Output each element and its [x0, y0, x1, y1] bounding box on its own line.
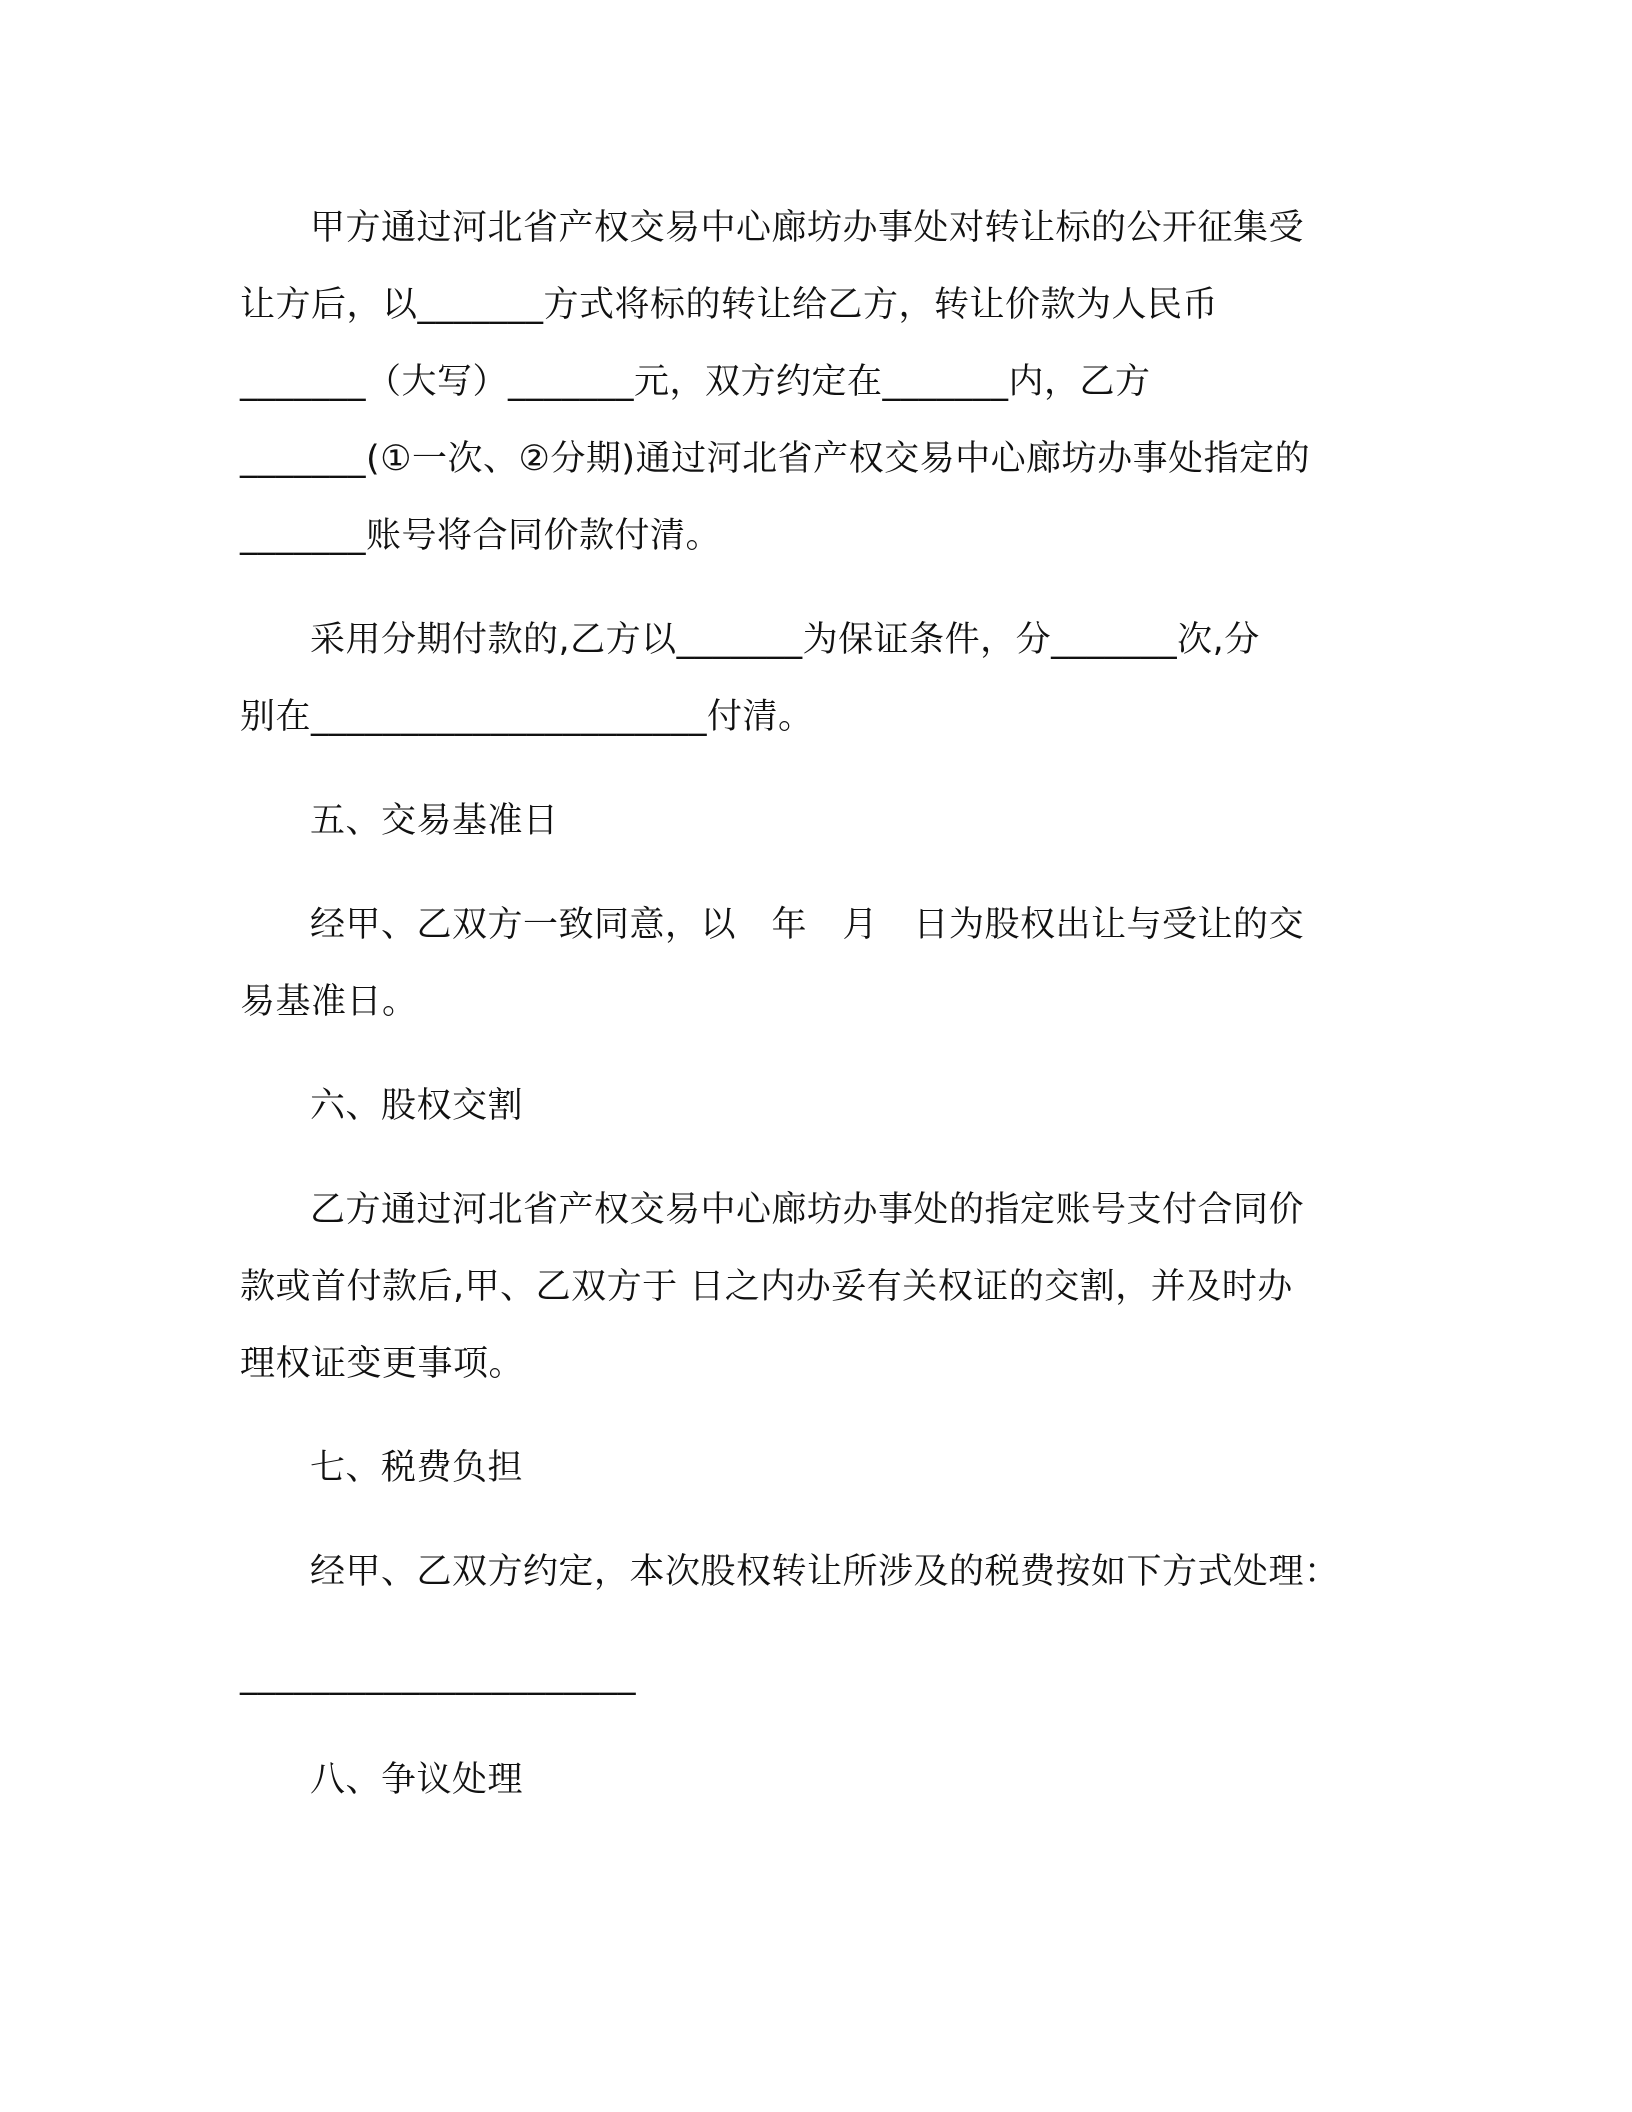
text-line: 让方后，以_______方式将标的转让给乙方，转让价款为人民币: [240, 285, 1219, 325]
heading-text: 六、股权交割: [310, 1086, 524, 1126]
text-line: _______(①一次、②分期)通过河北省产权交易中心廊坊办事处指定的: [240, 439, 1311, 479]
text-line: 理权证变更事项。: [240, 1344, 525, 1384]
text-line: 款或首付款后,甲、乙双方于 日之内办妥有关权证的交割，并及时办: [240, 1267, 1293, 1307]
section-heading-8: [240, 1742, 1390, 1819]
text-line: _______（大写）_______元，双方约定在_______内，乙方: [240, 362, 1151, 402]
fill-in-blank: ______________________: [240, 1656, 636, 1696]
text-line: 采用分期付款的,乙方以_______为保证条件，分_______次,分: [310, 620, 1260, 660]
blank-line-section-7: [240, 1638, 1390, 1715]
contract-text: [240, 190, 1390, 1846]
text-line: 易基准日。: [240, 982, 418, 1022]
paragraph-section-7: [240, 1534, 1390, 1611]
text-line: 甲方通过河北省产权交易中心廊坊办事处对转让标的公开征集受: [310, 208, 1305, 248]
text-line: 经甲、乙双方约定，本次股权转让所涉及的税费按如下方式处理：: [310, 1552, 1340, 1592]
paragraph-section-6: [240, 1172, 1390, 1403]
paragraph-installment: [240, 602, 1390, 756]
section-heading-6: [240, 1068, 1390, 1145]
text-line: 乙方通过河北省产权交易中心廊坊办事处的指定账号支付合同价: [310, 1190, 1305, 1230]
text-line: 经甲、乙双方一致同意，以 年 月 日为股权出让与受让的交: [310, 905, 1305, 945]
text-line: _______账号将合同价款付清。: [240, 516, 722, 556]
heading-text: 八、争议处理: [310, 1760, 524, 1800]
text-line: 别在______________________付清。: [240, 697, 814, 737]
heading-text: 五、交易基准日: [310, 801, 559, 841]
paragraph-section-5: [240, 887, 1390, 1041]
paragraph-transfer-method: [240, 190, 1390, 575]
section-heading-5: [240, 783, 1390, 860]
section-heading-7: [240, 1430, 1390, 1507]
heading-text: 七、税费负担: [310, 1448, 524, 1488]
